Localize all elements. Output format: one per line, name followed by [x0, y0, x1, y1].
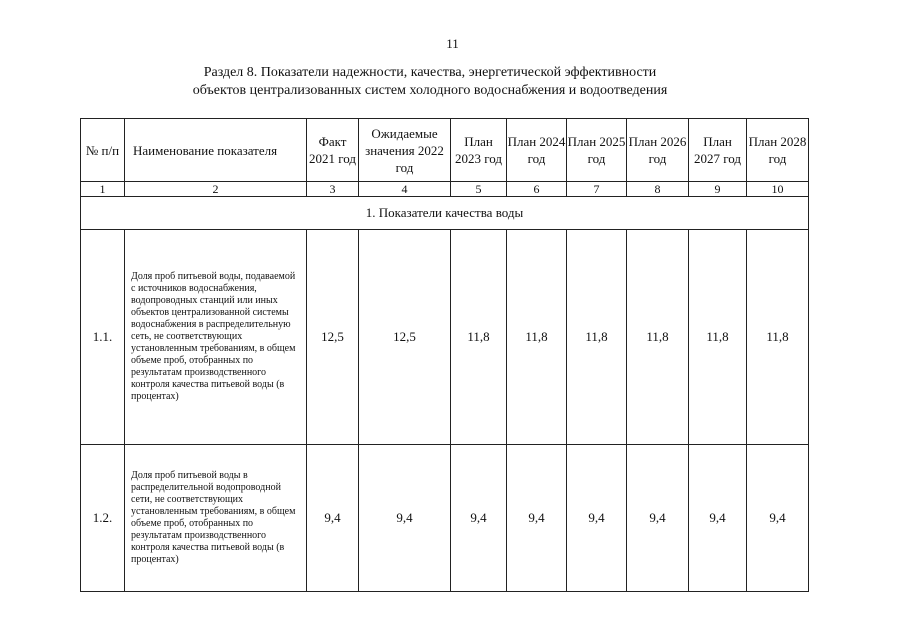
table-row	[81, 230, 809, 445]
section-title-line-2: объектов централизованных систем холодного водоснабжения и водоотведения	[192, 83, 668, 98]
value-cell: 9,4	[359, 445, 451, 592]
column-number: 10	[747, 182, 809, 197]
header-cell: Ожидаемые значения 2022 год	[359, 119, 451, 182]
column-number: 1	[81, 182, 125, 197]
value-cell: 11,8	[689, 230, 747, 445]
group-title: 1. Показатели качества воды	[81, 197, 809, 230]
header-cell: № п/п	[81, 119, 125, 182]
value-cell: 11,8	[451, 230, 507, 445]
value-cell: 9,4	[507, 445, 567, 592]
value-cell: 12,5	[307, 230, 359, 445]
column-number-row	[81, 182, 809, 197]
column-number: 3	[307, 182, 359, 197]
column-number: 7	[567, 182, 627, 197]
indicator-name: Доля проб питьевой воды, подаваемой с источников водоснабжения, водопроводных станций или иных объектов централизованной системы водоснабжения в распределительную сеть, не соответствующих установленным требованиям, в общем объеме проб, отобранных по результатам производственного контроля качества питьевой воды (в процентах)	[125, 230, 307, 445]
section-title-line-1: Раздел 8. Показатели надежности, качества, энергетической эффективности	[203, 65, 657, 80]
table-row	[81, 445, 809, 592]
header-cell: План 2026 год	[627, 119, 689, 182]
column-number: 6	[507, 182, 567, 197]
indicator-name: Доля проб питьевой воды в распределительной водопроводной сети, не соответствующих установленным требованиям, в общем объеме проб, отобранных по результатам производственного контроля качества питьевой воды (в процентах)	[125, 445, 307, 592]
row-number: 1.1.	[81, 230, 125, 445]
header-cell: План 2025 год	[567, 119, 627, 182]
indicators-table	[80, 118, 809, 592]
page-number: 11	[446, 36, 459, 51]
value-cell: 9,4	[689, 445, 747, 592]
column-number: 5	[451, 182, 507, 197]
header-cell: План 2023 год	[451, 119, 507, 182]
header-cell: Факт 2021 год	[307, 119, 359, 182]
value-cell: 11,8	[747, 230, 809, 445]
column-number: 8	[627, 182, 689, 197]
column-number: 2	[125, 182, 307, 197]
header-cell: План 2027 год	[689, 119, 747, 182]
value-cell: 9,4	[747, 445, 809, 592]
value-cell: 11,8	[567, 230, 627, 445]
column-number: 4	[359, 182, 451, 197]
table-header-row	[81, 119, 809, 182]
value-cell: 9,4	[567, 445, 627, 592]
value-cell: 9,4	[627, 445, 689, 592]
header-cell: Наименование показателя	[125, 119, 307, 182]
header-cell: План 2028 год	[747, 119, 809, 182]
group-title-row	[81, 197, 809, 230]
column-number: 9	[689, 182, 747, 197]
value-cell: 11,8	[627, 230, 689, 445]
row-number: 1.2.	[81, 445, 125, 592]
value-cell: 9,4	[307, 445, 359, 592]
header-cell: План 2024 год	[507, 119, 567, 182]
section-title	[0, 64, 860, 100]
value-cell: 9,4	[451, 445, 507, 592]
value-cell: 11,8	[507, 230, 567, 445]
value-cell: 12,5	[359, 230, 451, 445]
